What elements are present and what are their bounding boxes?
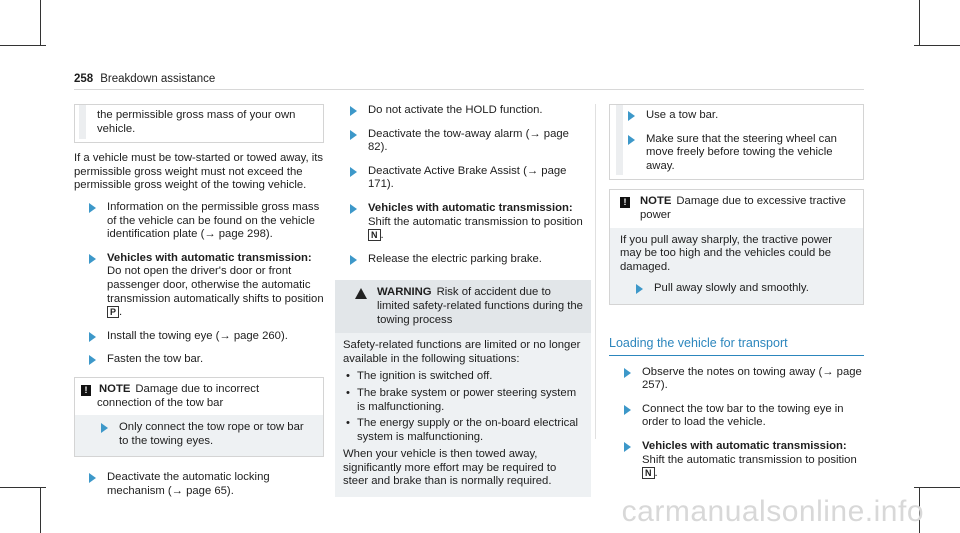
note-body: If you pull away sharply, the tractive power may be too high and the vehicles could be damaged. — [620, 233, 833, 273]
warning-tail: When your vehicle is then towed away, significantly more effort may be required to steer and brake than is normally required. — [343, 448, 557, 488]
exclamation-icon: ! — [81, 385, 91, 396]
gear-n-icon: N — [642, 467, 655, 479]
exclamation-icon: ! — [620, 197, 630, 208]
intro-paragraph: If a vehicle must be tow-started or towed away, its permissible gross weight must not exceed the permissible gross weight of the towing vehicle. — [74, 152, 324, 192]
list-item: • The brake system or power steering system is malfunctioning. — [343, 387, 583, 414]
arrow-icon — [350, 255, 357, 265]
step-item: Vehicles with automatic transmission: Shift the automatic transmission to position N . — [624, 440, 864, 481]
note-head: Damage due to excessive tractive power — [640, 195, 846, 221]
gear-n-icon: N — [368, 229, 381, 241]
step-text: Use a tow bar. — [646, 109, 719, 121]
list-item: • The energy supply or the on-board electrical system is malfunctioning. — [343, 417, 583, 444]
note-box — [74, 377, 324, 457]
warning-box — [335, 280, 591, 497]
arrow-icon — [89, 254, 96, 264]
step-item — [89, 353, 324, 367]
arrow-icon — [628, 111, 635, 121]
step-item: Vehicles with automatic transmission: Do not open the driver's door or front passenger door, otherwise the automatic transmission automatically shifts to position P . — [89, 252, 324, 320]
header-rule — [74, 89, 864, 90]
arrow-icon — [89, 355, 96, 365]
step-item — [628, 133, 855, 174]
warning-head: Risk of accident due to limited safety-related functions during the towing process — [377, 286, 583, 326]
step-item — [350, 104, 591, 118]
arrow-icon — [624, 368, 631, 378]
crop-mark — [914, 487, 960, 488]
step-text: Connect the tow bar to the towing eye in order to load the vehicle. — [642, 402, 844, 429]
step-text: Only connect the tow rope or tow bar to the towing eyes. — [119, 421, 304, 447]
note-step — [636, 282, 855, 296]
step-item — [350, 128, 591, 155]
step-text: Do not open the driver's door or front passenger door, otherwise the automatic transmission automatically shifts to position — [107, 265, 324, 305]
arrow-icon — [350, 167, 357, 177]
intro-text: the permissible gross mass of your own vehicle. — [97, 109, 296, 135]
step-item — [624, 403, 864, 430]
column-2 — [335, 104, 591, 497]
arrow-icon — [636, 284, 643, 294]
step-text: Shift the automatic transmission to position — [368, 215, 583, 228]
step-text: Pull away slowly and smoothly. — [654, 282, 809, 295]
warning-label: WARNING — [377, 286, 432, 299]
step-text: Fasten the tow bar. — [107, 353, 204, 366]
crop-mark — [0, 487, 46, 488]
arrow-icon — [350, 106, 357, 116]
step-bold-text: Vehicles with automatic transmission: — [107, 251, 312, 264]
step-item — [89, 471, 324, 498]
step-bold-text: Vehicles with automatic transmission: — [642, 439, 847, 452]
step-item — [89, 201, 324, 242]
warning-bullets — [343, 370, 583, 444]
warning-body: Safety-related functions are limited or no longer available in the following situations: — [343, 339, 581, 365]
step-item — [350, 165, 591, 192]
step-text: Release the electric parking brake. — [368, 252, 542, 265]
intro-box — [74, 104, 324, 143]
column-divider — [595, 104, 596, 439]
step-text: Do not activate the HOLD function. — [368, 104, 543, 116]
note-box — [609, 189, 864, 305]
step-item: Vehicles with automatic transmission: Shift the automatic transmission to position N . — [350, 202, 591, 243]
step-item — [628, 109, 855, 123]
step-text: Deactivate the automatic locking mechanism (→ page 65). — [107, 471, 270, 497]
arrow-icon — [350, 130, 357, 140]
note-step — [101, 421, 315, 448]
crop-mark — [914, 45, 960, 46]
arrow-icon — [628, 135, 635, 145]
section-heading: Loading the vehicle for transport — [609, 337, 864, 356]
step-item — [89, 330, 324, 344]
arrow-icon — [624, 405, 631, 415]
step-text: Deactivate the tow-away alarm (→ page 82). — [368, 127, 569, 154]
page-number: 258 — [74, 73, 94, 85]
list-item: • The ignition is switched off. — [343, 370, 583, 384]
step-text: Information on the permissible gross mass of the vehicle can be found on the vehicle identification plate (→ page 298). — [107, 200, 320, 241]
crop-mark — [40, 0, 41, 46]
arrow-icon — [101, 423, 108, 433]
step-item — [624, 366, 864, 393]
gear-p-icon: P — [107, 306, 119, 318]
warning-triangle-icon — [355, 288, 367, 299]
watermark: carmanualsonline.info — [621, 495, 924, 528]
arrow-icon — [89, 203, 96, 213]
step-item — [350, 253, 591, 267]
arrow-icon — [89, 473, 96, 483]
step-text: Shift the automatic transmission to position — [642, 453, 857, 466]
arrow-icon — [624, 442, 631, 452]
arrow-icon — [350, 204, 357, 214]
crop-mark — [40, 487, 41, 533]
continued-box — [609, 104, 864, 180]
step-text: Make sure that the steering wheel can move freely before towing the vehicle away. — [646, 132, 837, 172]
column-3 — [609, 104, 864, 491]
crop-mark — [0, 45, 46, 46]
column-1 — [74, 104, 324, 508]
arrow-icon — [89, 332, 96, 342]
note-label: NOTE — [99, 382, 131, 395]
step-bold-text: Vehicles with automatic transmission: — [368, 201, 573, 214]
note-label: NOTE — [640, 195, 672, 208]
note-text: Damage due to incorrect connection of the tow bar — [97, 382, 260, 409]
page-title: Breakdown assistance — [100, 73, 216, 85]
step-text: Observe the notes on towing away (→ page 257). — [642, 365, 862, 392]
crop-mark — [919, 0, 920, 46]
step-text: Deactivate Active Brake Assist (→ page 171). — [368, 164, 567, 191]
page-header — [74, 73, 215, 87]
step-text: Install the towing eye (→ page 260). — [107, 329, 288, 342]
